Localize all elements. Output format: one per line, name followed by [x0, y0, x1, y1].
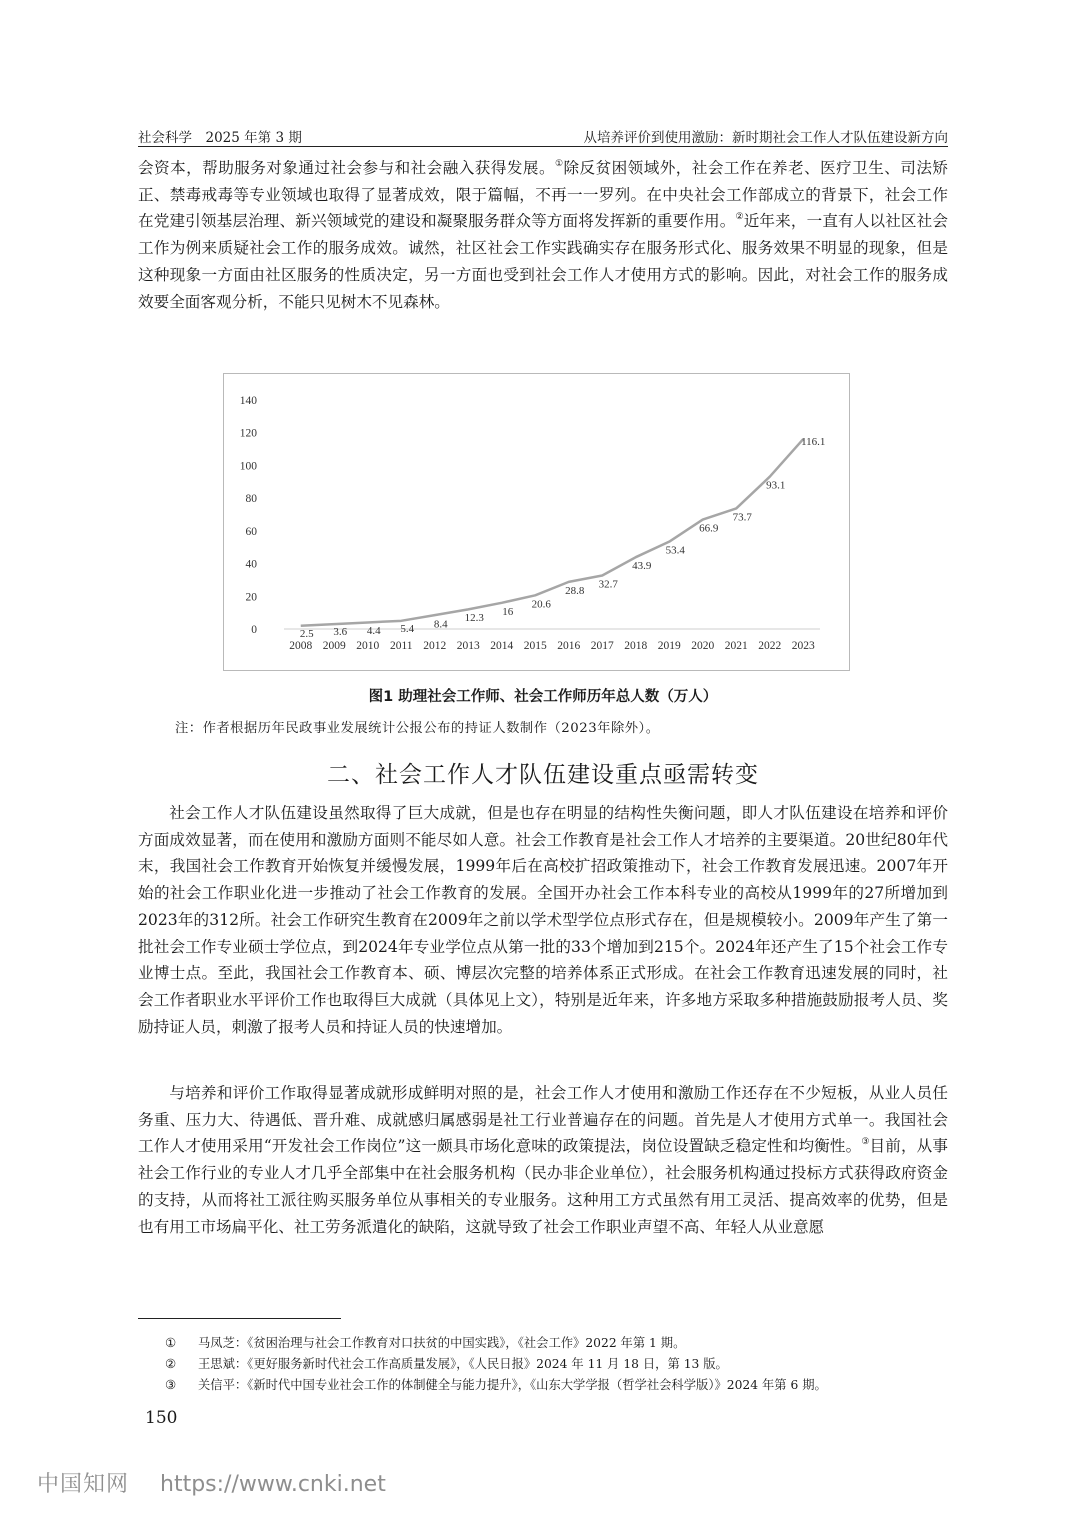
data-label: 53.4	[665, 544, 685, 557]
data-label: 73.7	[732, 511, 752, 524]
data-label: 116.1	[801, 436, 826, 449]
x-tick-label: 2014	[490, 640, 514, 652]
data-label: 12.3	[464, 611, 484, 624]
data-label: 8.4	[433, 618, 448, 631]
x-tick-label: 2009	[322, 640, 346, 652]
page-number: 150	[145, 1408, 178, 1428]
x-tick-label: 2021	[724, 640, 748, 652]
footnote-item: ③ 关信平：《新时代中国专业社会工作的体制健全与能力提升》，《山东大学学报（哲学社会科学版）》2024 年第 6 期。	[165, 1378, 827, 1392]
x-tick-label: 2010	[356, 640, 380, 652]
x-tick-label: 2018	[624, 640, 648, 652]
y-tick-label: 60	[245, 525, 257, 538]
y-tick-label: 140	[239, 395, 257, 407]
x-tick-label: 2012	[423, 640, 447, 652]
x-tick-label: 2019	[657, 640, 681, 652]
section-paragraph-2: 与培养和评价工作取得显著成就形成鲜明对照的是，社会工作人才使用和激励工作还存在不少短板，从业人员任务重、压力大、待遇低、晋升难、成就感归属感弱是社工行业普遍存在的问题。首先是人才使用方式单一。我国社会工作人才使用采用“开发社会工作岗位”这一颇具市场化意味的政策提法，岗位设置缺乏稳定性和均衡性。③目前，从事社会工作行业的专业人才几乎全部集中在社会服务机构（民办非企业单位），社会服务机构通过投标方式获得政府资金的支持，从而将社工派往购买服务单位从事相关的专业服务。这种用工方式虽然有用工灵活、提高效率的优势，但是也有用工市场扁平化、社工劳务派遣化的缺陷，这就导致了社会工作职业声望不高、年轻人从业意愿	[138, 1084, 948, 1236]
cnki-url[interactable]: https://www.cnki.net	[160, 1472, 386, 1497]
section-paragraph-1: 社会工作人才队伍建设虽然取得了巨大成就，但是也存在明显的结构性失衡问题，即人才队伍建设在培养和评价方面成效显著，而在使用和激励方面则不能尽如人意。社会工作教育是社会工作人才培养的主要渠道。20世纪80年代末，我国社会工作教育开始恢复并缓慢发展，1999年后在高校扩招政策推动下，社会工作教育发展迅速。2007年开始的社会工作职业化进一步推动了社会工作教育的发展。全国开办社会工作本科专业的高校从1999年的27所增加到2023年的312所。社会工作研究生教育在2009年之前以学术型学位点形式存在，但是规模较小。2009年产生了第一批社会工作专业硕士学位点，到2024年专业学位点从第一批的33个增加到215个。2024年还产生了15个社会工作专业博士点。至此，我国社会工作教育本、硕、博层次完整的培养体系正式形成。在社会工作教育迅速发展的同时，社会工作者职业水平评价工作也取得巨大成就（具体见上文），特别是近年来，许多地方采取多种措施鼓励报考人员、奖励持证人员，刺激了报考人员和持证人员的快速增加。	[138, 804, 948, 1036]
x-tick-label: 2022	[758, 640, 782, 652]
footnote-ref-2[interactable]: ②	[735, 212, 744, 223]
data-label: 5.4	[400, 623, 415, 636]
footnote-ref-1[interactable]: ①	[554, 159, 564, 169]
data-label: 4.4	[366, 624, 381, 637]
y-tick-label: 100	[239, 460, 257, 473]
x-tick-label: 2015	[523, 640, 547, 652]
x-tick-label: 2008	[289, 640, 313, 652]
data-label: 43.9	[632, 560, 652, 573]
cnki-logo-text: 中国知网	[37, 1472, 130, 1497]
x-tick-label: 2020	[691, 640, 715, 652]
footnote-ref-3[interactable]: ③	[861, 1137, 870, 1148]
x-tick-label: 2011	[389, 640, 413, 652]
data-label: 20.6	[531, 598, 551, 611]
x-tick-label: 2023	[791, 640, 815, 652]
cnki-watermark[interactable]	[37, 1467, 386, 1498]
x-tick-label: 2013	[456, 640, 480, 652]
line-chart	[224, 374, 851, 672]
x-tick-label: 2017	[590, 640, 614, 652]
figure-caption: 图1 助理社会工作师、社会工作师历年总人数（万人）	[368, 689, 718, 705]
figure-note: 注：作者根据历年民政事业发展统计公报公布的持证人数制作（2023年除外）。	[175, 721, 660, 736]
running-header	[138, 122, 948, 147]
series-line	[301, 439, 804, 626]
y-tick-label: 80	[245, 493, 257, 506]
data-label: 66.9	[699, 522, 719, 535]
footnote-divider	[138, 1318, 341, 1319]
y-tick-label: 0	[251, 624, 257, 636]
intro-paragraph: 会资本，帮助服务对象通过社会参与和社会融入获得发展。①除反贫困领域外，社会工作在养老、医疗卫生、司法矫正、禁毒戒毒等专业领域也取得了显著成效，限于篇幅，不再一一罗列。在中央社会工作部成立的背景下，社会工作在党建引领基层治理、新兴领域党的建设和凝聚服务群众等方面将发挥新的重要作用。②近年来，一直有人以社区社会工作为例来质疑社会工作的服务成效。诚然，社区社会工作实践确实存在服务形式化、服务效果不明显的现象，但是这种现象一方面由社区服务的性质决定，另一方面也受到社会工作人才使用方式的影响。因此，对社会工作的服务成效要全面客观分析，不能只见树木不见森林。	[138, 159, 948, 311]
x-tick-label: 2016	[557, 640, 581, 652]
footnote-item: ① 马凤芝：《贫困治理与社会工作教育对口扶贫的中国实践》，《社会工作》2022 年第 1 期。	[165, 1336, 686, 1350]
data-label: 28.8	[565, 584, 585, 597]
section-heading: 二、社会工作人才队伍建设重点亟需转变	[327, 762, 759, 788]
article-title-running: 从培养评价到使用激励：新时期社会工作人才队伍建设新方向	[583, 130, 948, 146]
footnotes	[165, 1333, 827, 1396]
data-label: 16	[502, 605, 514, 618]
y-tick-label: 120	[239, 427, 257, 440]
data-label: 93.1	[766, 479, 786, 492]
footnote-item: ② 王思斌：《更好服务新时代社会工作高质量发展》，《人民日报》2024 年 11 月 18 日，第 13 版。	[165, 1357, 728, 1371]
y-tick-label: 20	[245, 591, 257, 604]
journal-issue: 社会科学 2025 年第 3 期	[138, 130, 302, 146]
figure-1-chart	[223, 373, 850, 671]
y-tick-label: 40	[245, 558, 257, 571]
data-label: 2.5	[299, 627, 314, 640]
data-label: 32.7	[598, 578, 618, 591]
data-label: 3.6	[333, 626, 348, 639]
